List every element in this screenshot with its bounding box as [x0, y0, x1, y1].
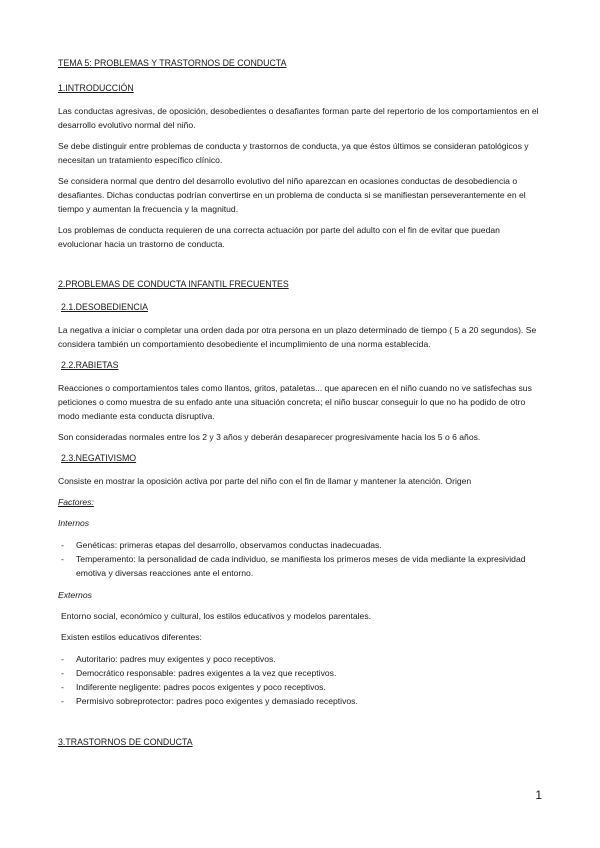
list-item: - Genéticas: primeras etapas del desarrollo, observamos conductas inadecuadas.: [58, 538, 542, 552]
heading-negativismo: 2.3.NEGATIVISMO: [61, 453, 137, 463]
list-item: - Autoritario: padres muy exigentes y poco receptivos.: [58, 652, 542, 666]
list-item: - Democrático responsable: padres exigentes a la vez que receptivos.: [58, 666, 542, 680]
paragraph: Son consideradas normales entre los 2 y 3 años y deberán desaparecer progresivamente hacia los 5 o 6 años.: [58, 432, 481, 442]
heading-problemas-conducta: 2.PROBLEMAS DE CONDUCTA INFANTIL FRECUENTES: [58, 279, 289, 289]
document-title: TEMA 5: PROBLEMAS Y TRASTORNOS DE CONDUCTA: [58, 58, 287, 68]
list-item: - Permisivo sobreprotector: padres poco exigentes y demasiado receptivos.: [58, 694, 542, 708]
paragraph: Existen estilos educativos diferentes:: [61, 632, 202, 642]
paragraph: Los problemas de conducta requieren de una correcta actuación por parte del adulto con el fin de evitar que puedan evolucionar hacia un trastorno de conducta.: [58, 225, 500, 249]
page-number: 1: [535, 788, 542, 802]
list-item: - Indiferente negligente: padres pocos exigentes y poco receptivos.: [58, 680, 542, 694]
paragraph: La negativa a iniciar o completar una orden dada por otra persona en un plazo determinado de tiempo ( 5 a 20 segundos). Se considera también un comportamiento desobediente el incumplimiento de una norma establecida.: [58, 325, 537, 349]
internos-list: [58, 538, 542, 580]
heading-rabietas: 2.2.RABIETAS: [61, 360, 119, 370]
paragraph: Se considera normal que dentro del desarrollo evolutivo del niño aparezcan en ocasiones conductas de desobediencia o desafiantes. Dichas conductas podrían convertirse en un problema de conducta si se manifiestan perseverantemente en el tiempo y aumentan la frecuencia y la magnitud.: [58, 176, 526, 214]
label-factores: Factores:: [58, 497, 94, 507]
estilos-list: [58, 652, 542, 708]
paragraph: Las conductas agresivas, de oposición, desobedientes o desafiantes forman parte del repertorio de los comportamientos en el desarrollo evolutivo normal del niño.: [58, 106, 539, 130]
paragraph: Consiste en mostrar la oposición activa por parte del niño con el fin de llamar y mantener la atención. Origen: [58, 476, 472, 486]
heading-trastornos-conducta: 3.TRASTORNOS DE CONDUCTA: [58, 737, 193, 747]
paragraph: Reacciones o comportamientos tales como llantos, gritos, pataletas... que aparecen en el niño cuando no ve satisfechas sus peticiones o como muestra de su enfado ante una situación concreta; el niño buscar conseguir lo que no ha podido de otro modo mediante esta conducta disruptiva.: [58, 383, 532, 421]
label-externos: Externos: [58, 590, 92, 600]
heading-desobediencia: 2.1.DESOBEDIENCIA: [61, 302, 149, 312]
heading-introduccion: 1.INTRODUCCIÓN: [58, 83, 134, 93]
paragraph: Entorno social, económico y cultural, los estilos educativos y modelos parentales.: [61, 611, 372, 621]
list-item: - Temperamento: la personalidad de cada individuo, se manifiesta los primeros meses de vida mediante la expresividad emotiva y diversas reacciones ante el entorno.: [58, 552, 542, 580]
paragraph: Se debe distinguir entre problemas de conducta y trastornos de conducta, ya que éstos últimos se consideran patológicos y necesitan un tratamiento específico clínico.: [58, 141, 529, 165]
document-page: [58, 56, 542, 749]
label-internos: Internos: [58, 518, 90, 528]
